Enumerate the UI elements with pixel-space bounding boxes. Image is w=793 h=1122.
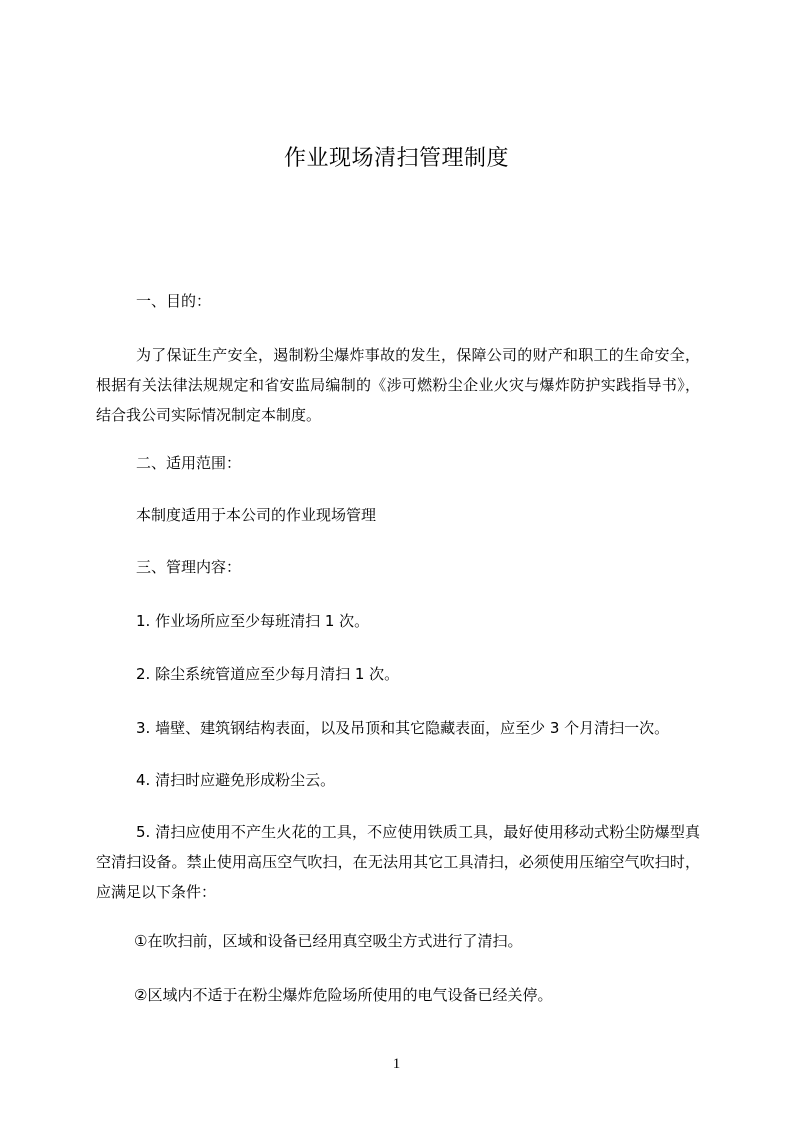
- list-item: 4. 清扫时应避免形成粉尘云。: [136, 771, 336, 789]
- page-title: 作业现场清扫管理制度: [283, 146, 509, 171]
- list-item: 1. 作业场所应至少每班清扫 1 次。: [136, 612, 370, 630]
- section-heading-purpose: 一、目的：: [136, 292, 212, 310]
- purpose-paragraph: 为了保证生产安全，遏制粉尘爆炸事故的发生，保障公司的财产和职工的生命安全，根据有关法律法规规定和省安监局编制的《涉可燃粉尘企业火灾与爆炸防护实践指导书》，结合我公司实际情况制定本制度。: [96, 346, 700, 424]
- scope-text: 本制度适用于本公司的作业现场管理: [136, 506, 377, 524]
- section-heading-scope: 二、适用范围：: [136, 454, 242, 472]
- list-item: 2. 除尘系统管道应至少每月清扫 1 次。: [136, 665, 400, 683]
- list-item: 5. 清扫应使用不产生火花的工具，不应使用铁质工具，最好使用移动式粉尘防爆型真空清扫设备。禁止使用高压空气吹扫，在无法用其它工具清扫，必须使用压缩空气吹扫时，应满足以下条件：: [96, 823, 700, 901]
- page-number: 1: [392, 1056, 401, 1072]
- list-item: 3. 墙壁、建筑钢结构表面，以及吊顶和其它隐藏表面，应至少 3 个月清扫一次。: [136, 719, 670, 737]
- list-item: ①在吹扫前，区域和设备已经用真空吸尘方式进行了清扫。: [134, 932, 523, 950]
- list-item: ②区域内不适于在粉尘爆炸危险场所使用的电气设备已经关停。: [134, 986, 553, 1004]
- section-heading-content: 三、管理内容：: [136, 558, 242, 576]
